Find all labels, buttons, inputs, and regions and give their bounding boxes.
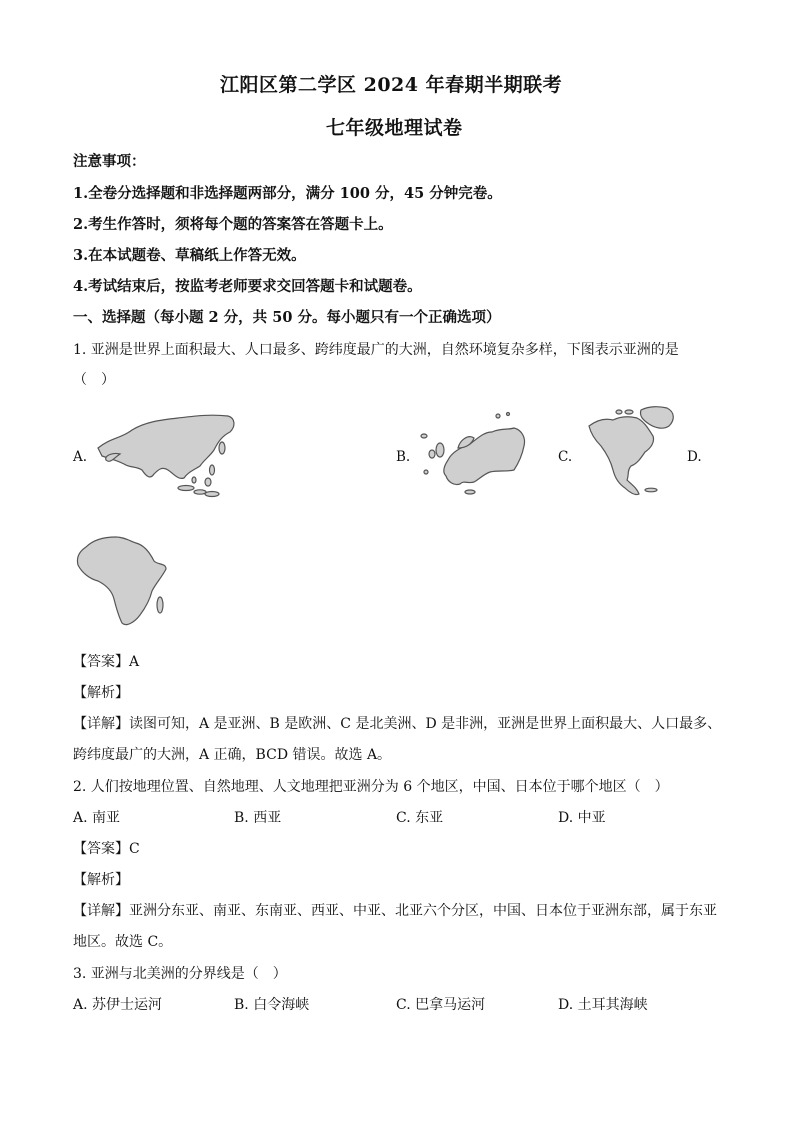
notice-item: 3.在本试题卷、草稿纸上作答无效。 xyxy=(73,247,306,264)
exam-title: 江阳区第二学区 2024 年春期半期联考 xyxy=(220,74,563,96)
question-3-option-b: B. 白令海峡 xyxy=(234,997,310,1013)
question-1-detail: 【详解】读图可知，A 是亚洲、B 是欧洲、C 是北美洲、D 是非洲，亚洲是世界上面积最大、人口最多、 xyxy=(73,716,722,732)
question-3-option-c: C. 巴拿马运河 xyxy=(396,997,486,1013)
option-c-label: C. xyxy=(558,449,573,465)
question-2-answer: 【答案】C xyxy=(73,841,140,857)
question-2-option-a: A. 南亚 xyxy=(73,810,121,826)
question-2-detail: 【详解】亚洲分东亚、南亚、东南亚、西亚、中亚、北亚六个分区，中国、日本位于亚洲东部，属于东亚 xyxy=(73,903,717,919)
notice-item: 4.考试结束后，按监考老师要求交回答题卡和试题卷。 xyxy=(73,278,422,295)
question-1-stem-bracket: （ ） xyxy=(73,372,115,388)
question-1-analysis-label: 【解析】 xyxy=(73,685,129,701)
option-d-label: D. xyxy=(687,449,702,465)
asia-map-icon xyxy=(90,408,240,503)
notice-item: 1.全卷分选择题和非选择题两部分，满分 100 分，45 分钟完卷。 xyxy=(73,185,502,202)
north-america-map-icon xyxy=(583,404,683,502)
africa-map-icon xyxy=(72,531,172,631)
question-1-stem: 1. 亚洲是世界上面积最大、人口最多、跨纬度最广的大洲，自然环境复杂多样，下图表示亚洲的是 xyxy=(73,342,679,358)
exam-subtitle: 七年级地理试卷 xyxy=(326,117,463,139)
section-heading: 一、选择题（每小题 2 分，共 50 分。每小题只有一个正确选项） xyxy=(73,309,501,326)
notice-item: 2.考生作答时，须将每个题的答案答在答题卡上。 xyxy=(73,216,393,233)
question-2-option-c: C. 东亚 xyxy=(396,810,444,826)
question-2-option-d: D. 中亚 xyxy=(558,810,606,826)
question-1-answer: 【答案】A xyxy=(73,654,140,670)
option-a-label: A. xyxy=(73,449,88,465)
europe-map-icon xyxy=(418,410,533,498)
question-3-option-a: A. 苏伊士运河 xyxy=(73,997,163,1013)
option-b-label: B. xyxy=(396,449,411,465)
question-2-option-b: B. 西亚 xyxy=(234,810,282,826)
question-2-analysis-label: 【解析】 xyxy=(73,872,129,888)
question-1-detail-cont: 跨纬度最广的大洲，A 正确，BCD 错误。故选 A。 xyxy=(73,747,392,763)
question-2-detail-cont: 地区。故选 C。 xyxy=(73,934,173,950)
notice-heading: 注意事项： xyxy=(73,153,146,170)
question-3-stem: 3. 亚洲与北美洲的分界线是（ ） xyxy=(73,966,287,982)
question-2-stem: 2. 人们按地理位置、自然地理、人文地理把亚洲分为 6 个地区，中国、日本位于哪个地区（ ） xyxy=(73,779,669,795)
question-3-option-d: D. 土耳其海峡 xyxy=(558,997,648,1013)
